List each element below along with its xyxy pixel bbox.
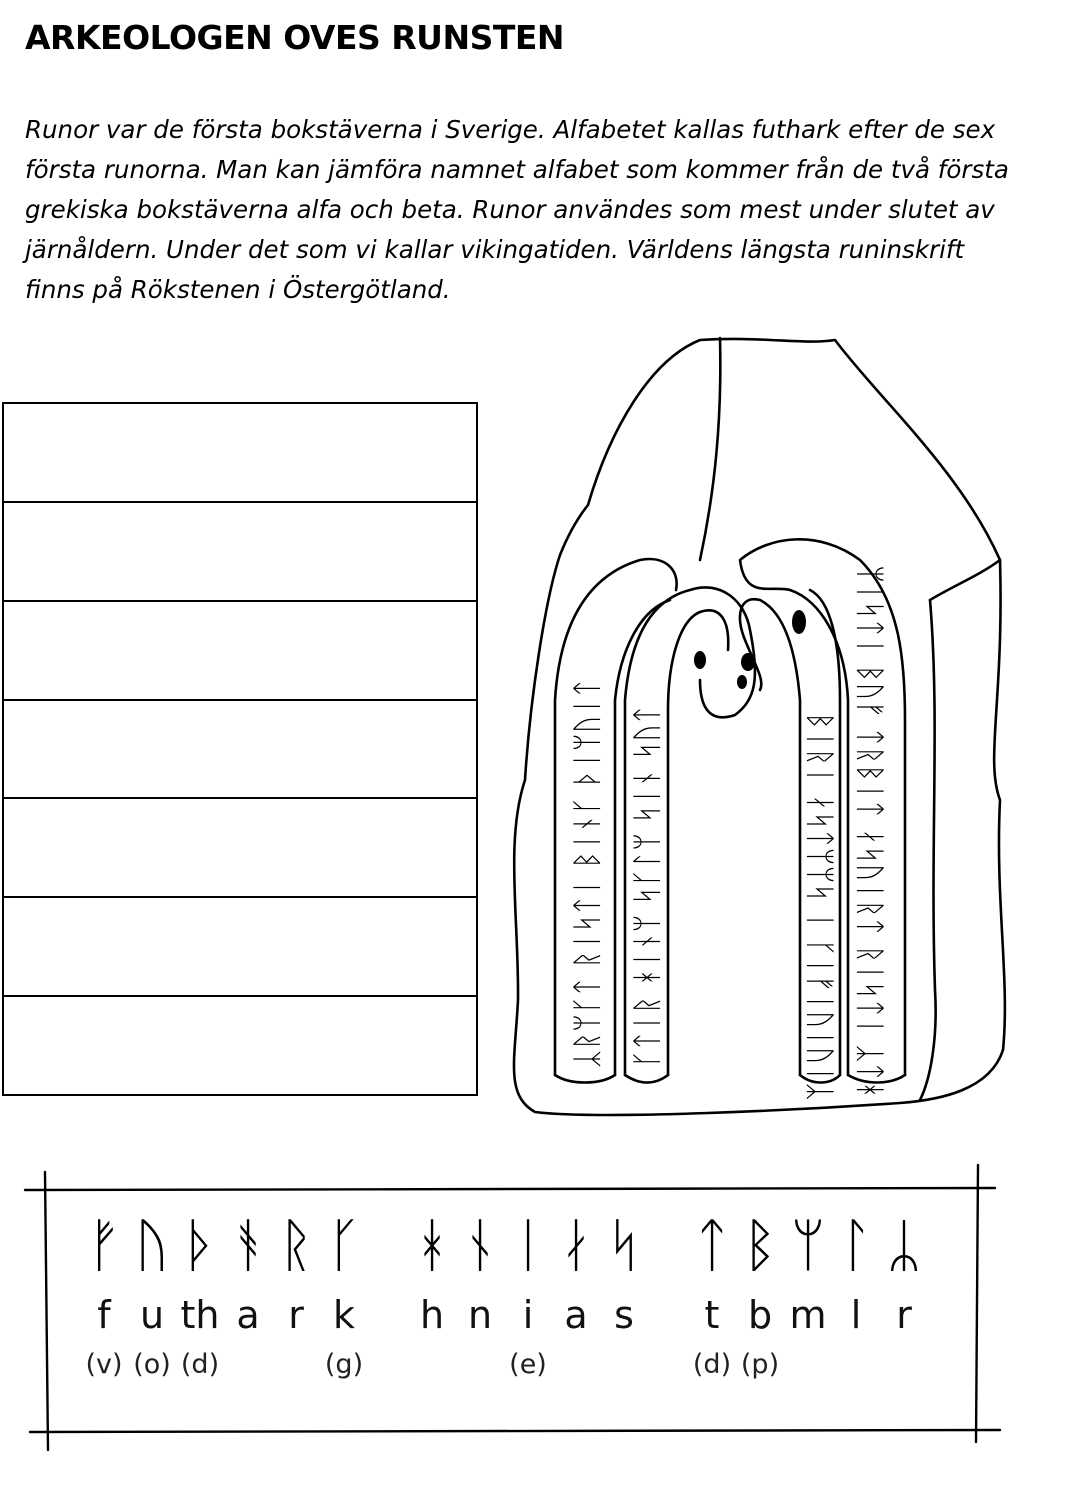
- key-alt: [600, 1345, 648, 1385]
- latin-key-row: [80, 1290, 960, 1340]
- key-alt: (g): [324, 1349, 364, 1380]
- key-latin: f: [97, 1293, 111, 1337]
- key-latin: i: [522, 1293, 534, 1337]
- key-alt: [880, 1345, 928, 1385]
- answer-row[interactable]: [4, 404, 476, 503]
- key-latin: th: [180, 1293, 220, 1337]
- stone-top-edge: [930, 560, 1000, 600]
- intro-text: Runor var de första bokstäverna i Sverige. Alfabetet kallas futhark efter de sex första runorna. Man kan jämföra namnet alfabet som kommer från de två första grekiska bokstäverna alfa och beta. Runor användes som mest under slutet av järnåldern. Under det som vi kallar vikingatiden. Världens längsta runinskrift finns på Rökstenen i Östergötland.: [25, 115, 1009, 304]
- key-rune: ᚼ: [414, 1211, 450, 1279]
- answer-row[interactable]: [4, 997, 476, 1094]
- key-alt: [408, 1345, 456, 1385]
- key-rune: ᛅ: [558, 1211, 594, 1279]
- key-rune: ᚴ: [326, 1211, 362, 1279]
- key-rune: ᛏ: [694, 1211, 730, 1279]
- key-latin: l: [850, 1293, 862, 1337]
- key-rune: ᛁ: [510, 1211, 546, 1279]
- key-alt: [832, 1345, 880, 1385]
- key-alt: [456, 1345, 504, 1385]
- answer-row[interactable]: [4, 503, 476, 602]
- key-rune: ᚬ: [230, 1211, 266, 1279]
- key-alt: (e): [509, 1349, 547, 1380]
- band-left-inner-inner-edge: [668, 610, 728, 1075]
- answer-row[interactable]: [4, 799, 476, 898]
- key-latin: b: [747, 1293, 773, 1337]
- key-latin: a: [236, 1293, 260, 1337]
- key-alt: (p): [740, 1349, 780, 1380]
- key-latin: h: [419, 1293, 445, 1337]
- stone-side-edge: [920, 600, 936, 1100]
- key-rune: ᚾ: [462, 1211, 498, 1279]
- key-latin: k: [332, 1293, 355, 1337]
- key-alt: [272, 1345, 320, 1385]
- answer-grid: [2, 402, 478, 1096]
- stone-ridge: [700, 338, 720, 560]
- inscription-left-inner: ᚴᛏᛁᚱ ᚼᛁᚾᛘ ᛋᚴᛚᛘ ᛋᛁᚾ ᛋᚢᛏ: [630, 705, 665, 1068]
- key-latin: a: [564, 1293, 588, 1337]
- key-alt: (d): [180, 1349, 220, 1380]
- key-rune: ᚱ: [278, 1211, 314, 1279]
- rune-key-row: [80, 1210, 960, 1280]
- page-title: ARKEOLOGEN OVES RUNSTEN: [25, 18, 565, 57]
- inscription-right-inner: ᛒᛁᚱᛁ ᛅᛋᛏᛘᛘᛋ ᛁ ᚴᛁᚠᛁᚢᛁᚢᛁᛣ: [802, 712, 837, 1101]
- key-alt: [552, 1345, 600, 1385]
- key-alt: (v): [85, 1349, 123, 1380]
- key-rune: ᛋ: [606, 1211, 642, 1279]
- runestone-drawing: [500, 330, 1020, 1130]
- key-latin: r: [288, 1293, 304, 1337]
- key-rune: ᚢ: [134, 1211, 170, 1279]
- key-alt: (o): [133, 1349, 171, 1380]
- key-latin: n: [467, 1293, 493, 1337]
- key-rune: ᛒ: [742, 1211, 778, 1279]
- key-rune: ᛚ: [838, 1211, 874, 1279]
- inscription-left-outer: ᛣᚱᛘᚴᛏ ᚱᛁᛋᛏᛁ ᛒᛁᚾᚴ ᚦᛁᛘᚢᛁᛏ: [570, 679, 605, 1068]
- key-latin: s: [614, 1293, 634, 1337]
- key-rune: ᚠ: [86, 1211, 122, 1279]
- key-latin: t: [704, 1293, 720, 1337]
- key-latin: u: [139, 1293, 165, 1337]
- key-rune: ᛘ: [790, 1211, 826, 1279]
- key-rune: ᛦ: [886, 1211, 922, 1279]
- key-latin: m: [789, 1293, 827, 1337]
- key-alt: [784, 1345, 832, 1385]
- key-latin: r: [896, 1293, 912, 1337]
- inscription-right-outer: ᛘᛁᛋᛏᛁ ᛒᚢᚠ ᛏᚱᛒᛁᛏ ᛅᛋᚢᛁᚱᛏ ᚱᛁᛋᛏᛁ ᛣᛏᚼ: [852, 565, 887, 1099]
- key-rune: ᚦ: [182, 1211, 218, 1279]
- answer-row[interactable]: [4, 602, 476, 701]
- key-alt: (d): [692, 1349, 732, 1380]
- key-alt: [224, 1345, 272, 1385]
- alternate-key-row: [80, 1345, 960, 1385]
- answer-row[interactable]: [4, 701, 476, 800]
- answer-row[interactable]: [4, 898, 476, 997]
